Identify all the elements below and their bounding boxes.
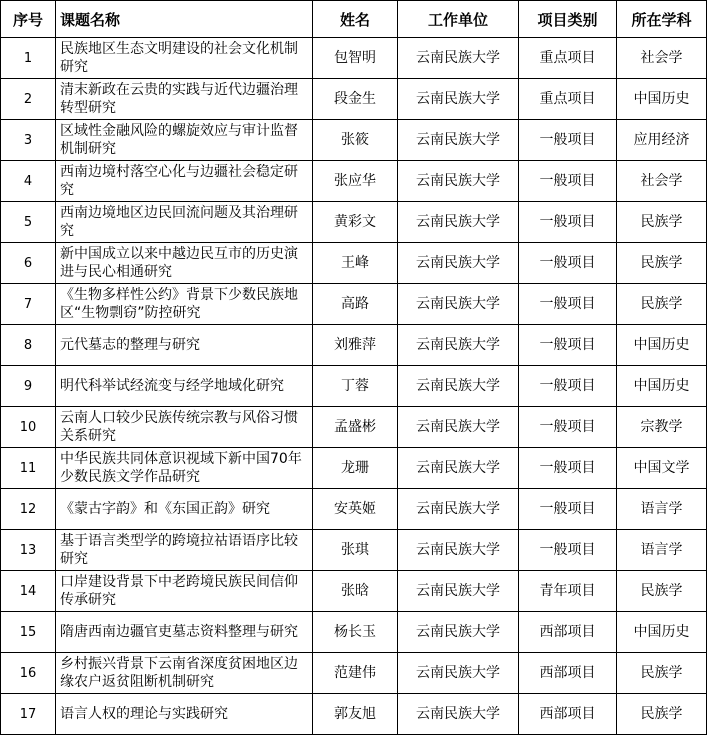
cell-subject: 宗教学 <box>617 407 707 448</box>
cell-org: 云南民族大学 <box>398 448 519 489</box>
cell-org: 云南民族大学 <box>398 407 519 448</box>
cell-person: 张应华 <box>313 161 398 202</box>
cell-category: 西部项目 <box>519 694 617 735</box>
table-row <box>1 530 707 571</box>
cell-title: 云南人口较少民族传统宗教与风俗习惯关系研究 <box>56 407 313 448</box>
cell-no: 13 <box>1 530 56 571</box>
cell-org: 云南民族大学 <box>398 571 519 612</box>
cell-subject: 民族学 <box>617 243 707 284</box>
header-subject: 所在学科 <box>617 1 707 38</box>
cell-category: 一般项目 <box>519 489 617 530</box>
cell-title: 新中国成立以来中越边民互市的历史演进与民心相通研究 <box>56 243 313 284</box>
cell-org: 云南民族大学 <box>398 530 519 571</box>
cell-org: 云南民族大学 <box>398 612 519 653</box>
cell-person: 段金生 <box>313 79 398 120</box>
header-category: 项目类别 <box>519 1 617 38</box>
table-row <box>1 202 707 243</box>
cell-person: 郭友旭 <box>313 694 398 735</box>
cell-subject: 社会学 <box>617 38 707 79</box>
cell-title: 清末新政在云贵的实践与近代边疆治理转型研究 <box>56 79 313 120</box>
cell-org: 云南民族大学 <box>398 325 519 366</box>
cell-org: 云南民族大学 <box>398 38 519 79</box>
cell-org: 云南民族大学 <box>398 653 519 694</box>
table-row <box>1 366 707 407</box>
cell-person: 包智明 <box>313 38 398 79</box>
cell-no: 4 <box>1 161 56 202</box>
table-row <box>1 694 707 735</box>
cell-title: 民族地区生态文明建设的社会文化机制研究 <box>56 38 313 79</box>
cell-title: 元代墓志的整理与研究 <box>56 325 313 366</box>
cell-no: 8 <box>1 325 56 366</box>
cell-org: 云南民族大学 <box>398 243 519 284</box>
cell-subject: 中国历史 <box>617 366 707 407</box>
table-row <box>1 243 707 284</box>
table-row <box>1 161 707 202</box>
cell-subject: 民族学 <box>617 284 707 325</box>
header-person: 姓名 <box>313 1 398 38</box>
cell-subject: 中国历史 <box>617 325 707 366</box>
cell-subject: 中国文学 <box>617 448 707 489</box>
cell-subject: 中国历史 <box>617 79 707 120</box>
header-no: 序号 <box>1 1 56 38</box>
header-org: 工作单位 <box>398 1 519 38</box>
table-row <box>1 325 707 366</box>
cell-category: 一般项目 <box>519 325 617 366</box>
cell-no: 3 <box>1 120 56 161</box>
cell-no: 1 <box>1 38 56 79</box>
cell-no: 15 <box>1 612 56 653</box>
cell-title: 乡村振兴背景下云南省深度贫困地区边缘农户返贫阻断机制研究 <box>56 653 313 694</box>
cell-category: 一般项目 <box>519 284 617 325</box>
header-row <box>1 1 707 38</box>
cell-org: 云南民族大学 <box>398 694 519 735</box>
cell-subject: 语言学 <box>617 530 707 571</box>
cell-no: 16 <box>1 653 56 694</box>
cell-subject: 语言学 <box>617 489 707 530</box>
cell-category: 一般项目 <box>519 530 617 571</box>
cell-category: 西部项目 <box>519 612 617 653</box>
cell-subject: 社会学 <box>617 161 707 202</box>
table-row <box>1 612 707 653</box>
cell-person: 张琪 <box>313 530 398 571</box>
cell-title: 口岸建设背景下中老跨境民族民间信仰传承研究 <box>56 571 313 612</box>
cell-category: 一般项目 <box>519 448 617 489</box>
cell-category: 一般项目 <box>519 161 617 202</box>
cell-org: 云南民族大学 <box>398 79 519 120</box>
cell-person: 刘雅萍 <box>313 325 398 366</box>
cell-category: 一般项目 <box>519 366 617 407</box>
cell-category: 重点项目 <box>519 38 617 79</box>
cell-subject: 民族学 <box>617 202 707 243</box>
header-title: 课题名称 <box>56 1 313 38</box>
cell-category: 一般项目 <box>519 407 617 448</box>
cell-title: 中华民族共同体意识视域下新中国70年少数民族文学作品研究 <box>56 448 313 489</box>
cell-no: 6 <box>1 243 56 284</box>
cell-org: 云南民族大学 <box>398 489 519 530</box>
cell-org: 云南民族大学 <box>398 202 519 243</box>
cell-person: 张筱 <box>313 120 398 161</box>
cell-no: 11 <box>1 448 56 489</box>
cell-title: 区域性金融风险的螺旋效应与审计监督机制研究 <box>56 120 313 161</box>
table-row <box>1 489 707 530</box>
cell-title: 隋唐西南边疆官吏墓志资料整理与研究 <box>56 612 313 653</box>
cell-person: 范建伟 <box>313 653 398 694</box>
cell-subject: 民族学 <box>617 694 707 735</box>
cell-no: 9 <box>1 366 56 407</box>
table-row <box>1 38 707 79</box>
table-row <box>1 284 707 325</box>
cell-subject: 应用经济 <box>617 120 707 161</box>
cell-person: 安英姬 <box>313 489 398 530</box>
cell-person: 王峰 <box>313 243 398 284</box>
table-row <box>1 653 707 694</box>
cell-person: 龙珊 <box>313 448 398 489</box>
cell-person: 孟盛彬 <box>313 407 398 448</box>
table-row <box>1 79 707 120</box>
cell-no: 10 <box>1 407 56 448</box>
cell-person: 杨长玉 <box>313 612 398 653</box>
cell-category: 重点项目 <box>519 79 617 120</box>
cell-title: 《蒙古字韵》和《东国正韵》研究 <box>56 489 313 530</box>
cell-category: 一般项目 <box>519 243 617 284</box>
cell-person: 黄彩文 <box>313 202 398 243</box>
cell-org: 云南民族大学 <box>398 284 519 325</box>
cell-title: 西南边境村落空心化与边疆社会稳定研究 <box>56 161 313 202</box>
cell-category: 一般项目 <box>519 120 617 161</box>
cell-org: 云南民族大学 <box>398 366 519 407</box>
cell-no: 5 <box>1 202 56 243</box>
cell-category: 西部项目 <box>519 653 617 694</box>
cell-org: 云南民族大学 <box>398 161 519 202</box>
cell-no: 12 <box>1 489 56 530</box>
cell-title: 《生物多样性公约》背景下少数民族地区“生物剽窃”防控研究 <box>56 284 313 325</box>
table-row <box>1 448 707 489</box>
table-row <box>1 407 707 448</box>
cell-org: 云南民族大学 <box>398 120 519 161</box>
cell-no: 17 <box>1 694 56 735</box>
cell-person: 丁蓉 <box>313 366 398 407</box>
cell-title: 西南边境地区边民回流问题及其治理研究 <box>56 202 313 243</box>
cell-title: 语言人权的理论与实践研究 <box>56 694 313 735</box>
cell-subject: 中国历史 <box>617 612 707 653</box>
cell-subject: 民族学 <box>617 571 707 612</box>
cell-person: 高路 <box>313 284 398 325</box>
table-row <box>1 120 707 161</box>
cell-no: 7 <box>1 284 56 325</box>
cell-no: 14 <box>1 571 56 612</box>
cell-category: 一般项目 <box>519 202 617 243</box>
cell-no: 2 <box>1 79 56 120</box>
cell-title: 明代科举试经流变与经学地域化研究 <box>56 366 313 407</box>
cell-category: 青年项目 <box>519 571 617 612</box>
cell-person: 张晗 <box>313 571 398 612</box>
table-row <box>1 571 707 612</box>
cell-subject: 民族学 <box>617 653 707 694</box>
cell-title: 基于语言类型学的跨境拉祜语语序比较研究 <box>56 530 313 571</box>
